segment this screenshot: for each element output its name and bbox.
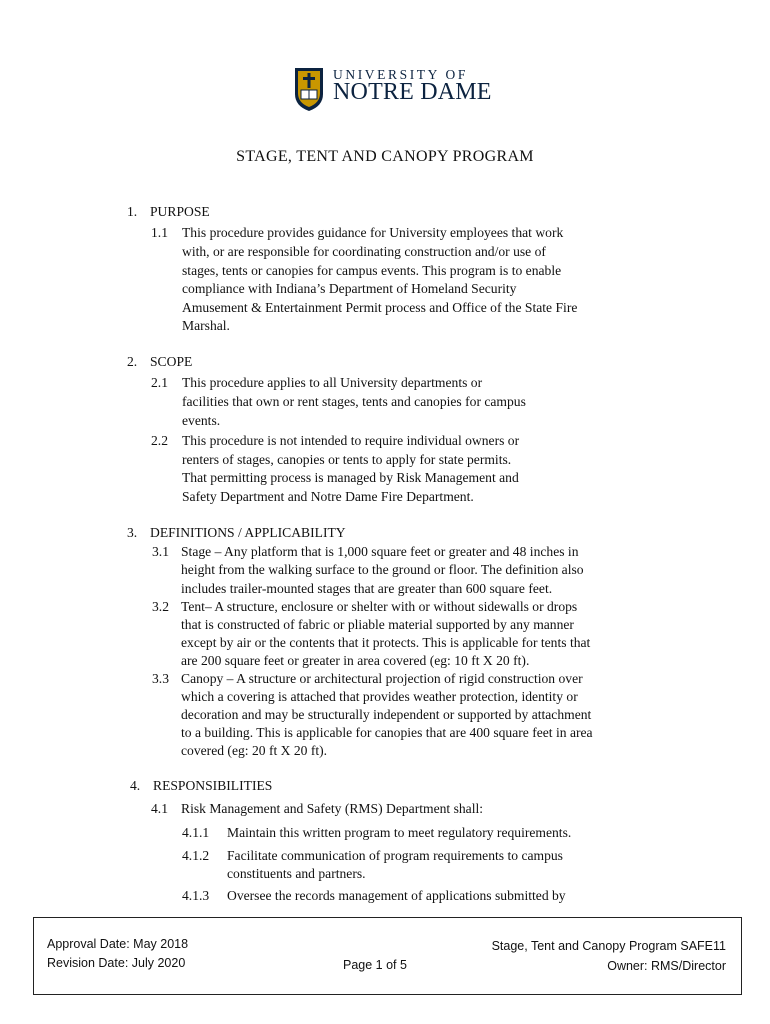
shield-icon [293, 66, 325, 112]
body-line: Maintain this written program to meet regulatory requirements. [227, 825, 572, 840]
document-owner: Owner: RMS/Director [607, 959, 726, 973]
page-title: STAGE, TENT AND CANOPY PROGRAM [236, 148, 534, 165]
body-line: which a covering is attached that provides weather protection, identity or [181, 689, 578, 704]
item-number: 2.1 [151, 375, 168, 390]
body-line: Facilitate communication of program requirements to campus [227, 848, 563, 863]
body-line: That permitting process is managed by Risk Management and [182, 470, 519, 485]
section-number: 2. [127, 354, 138, 369]
body-line: that is constructed of fabric or pliable material supported by any manner [181, 617, 574, 632]
body-line: Risk Management and Safety (RMS) Department shall: [181, 801, 484, 816]
body-line: decoration and may be structurally independent or supported by attachment [181, 707, 592, 722]
body-line: Marshal. [182, 318, 230, 333]
item-number: 1.1 [151, 225, 168, 240]
page-number: Page 1 of 5 [343, 958, 407, 972]
body-line: Tent– A structure, enclosure or shelter with or without sidewalls or drops [181, 599, 578, 614]
body-line: compliance with Indiana’s Department of Homeland Security [182, 281, 517, 296]
body-line: This procedure provides guidance for University employees that work [182, 225, 564, 240]
logo-line1: UNIVERSITY OF [333, 67, 468, 82]
body-line: with, or are responsible for coordinating construction and/or use of [182, 244, 546, 259]
item-number: 3.1 [152, 544, 169, 559]
body-line: events. [182, 413, 221, 428]
body-line: Canopy – A structure or architectural projection of rigid construction over [181, 671, 583, 686]
body-line: except by air or the contents that it protects. This is applicable for tents that [181, 635, 591, 650]
item-number: 4.1.1 [182, 825, 210, 840]
approval-date: Approval Date: May 2018 [47, 937, 189, 951]
body-line: constituents and partners. [227, 866, 366, 881]
section-number: 4. [130, 778, 141, 793]
section-heading: SCOPE [150, 354, 193, 369]
program-code: Stage, Tent and Canopy Program SAFE11 [491, 939, 726, 953]
university-logo [293, 66, 493, 116]
revision-date: Revision Date: July 2020 [47, 956, 186, 970]
item-number: 2.2 [151, 433, 168, 448]
body-line: renters of stages, canopies or tents to apply for state permits. [182, 452, 512, 467]
body-line: This procedure applies to all University departments or [182, 375, 483, 390]
body-line: facilities that own or rent stages, tents and canopies for campus [182, 394, 526, 409]
logo-line2: NOTRE DAME [333, 79, 492, 105]
body-line: Safety Department and Notre Dame Fire Department. [182, 489, 474, 504]
section-heading: DEFINITIONS / APPLICABILITY [150, 525, 346, 540]
section-heading: PURPOSE [150, 204, 210, 219]
item-number: 4.1.2 [182, 848, 210, 863]
page-footer [33, 917, 742, 995]
body-line: covered (eg: 20 ft X 20 ft). [181, 743, 328, 758]
body-line: Oversee the records management of applications submitted by [227, 888, 566, 903]
body-line: to a building. This is applicable for canopies that are 400 square feet in area [181, 725, 593, 740]
item-number: 3.2 [152, 599, 169, 614]
body-line: Amusement & Entertainment Permit process and Office of the State Fire [182, 300, 578, 315]
item-number: 4.1.3 [182, 888, 210, 903]
item-number: 4.1 [151, 801, 168, 816]
body-line: height from the walking surface to the ground or floor. The definition also [181, 562, 584, 577]
body-line: stages, tents or canopies for campus events. This program is to enable [182, 263, 562, 278]
body-line: Stage – Any platform that is 1,000 square feet or greater and 48 inches in [181, 544, 579, 559]
body-line: are 200 square feet or greater in area covered (eg: 10 ft X 20 ft). [181, 653, 530, 668]
section-number: 3. [127, 525, 138, 540]
item-number: 3.3 [152, 671, 169, 686]
section-number: 1. [127, 204, 138, 219]
section-heading: RESPONSIBILITIES [153, 778, 273, 793]
body-line: includes trailer-mounted stages that are greater than 600 square feet. [181, 581, 553, 596]
body-line: This procedure is not intended to require individual owners or [182, 433, 520, 448]
